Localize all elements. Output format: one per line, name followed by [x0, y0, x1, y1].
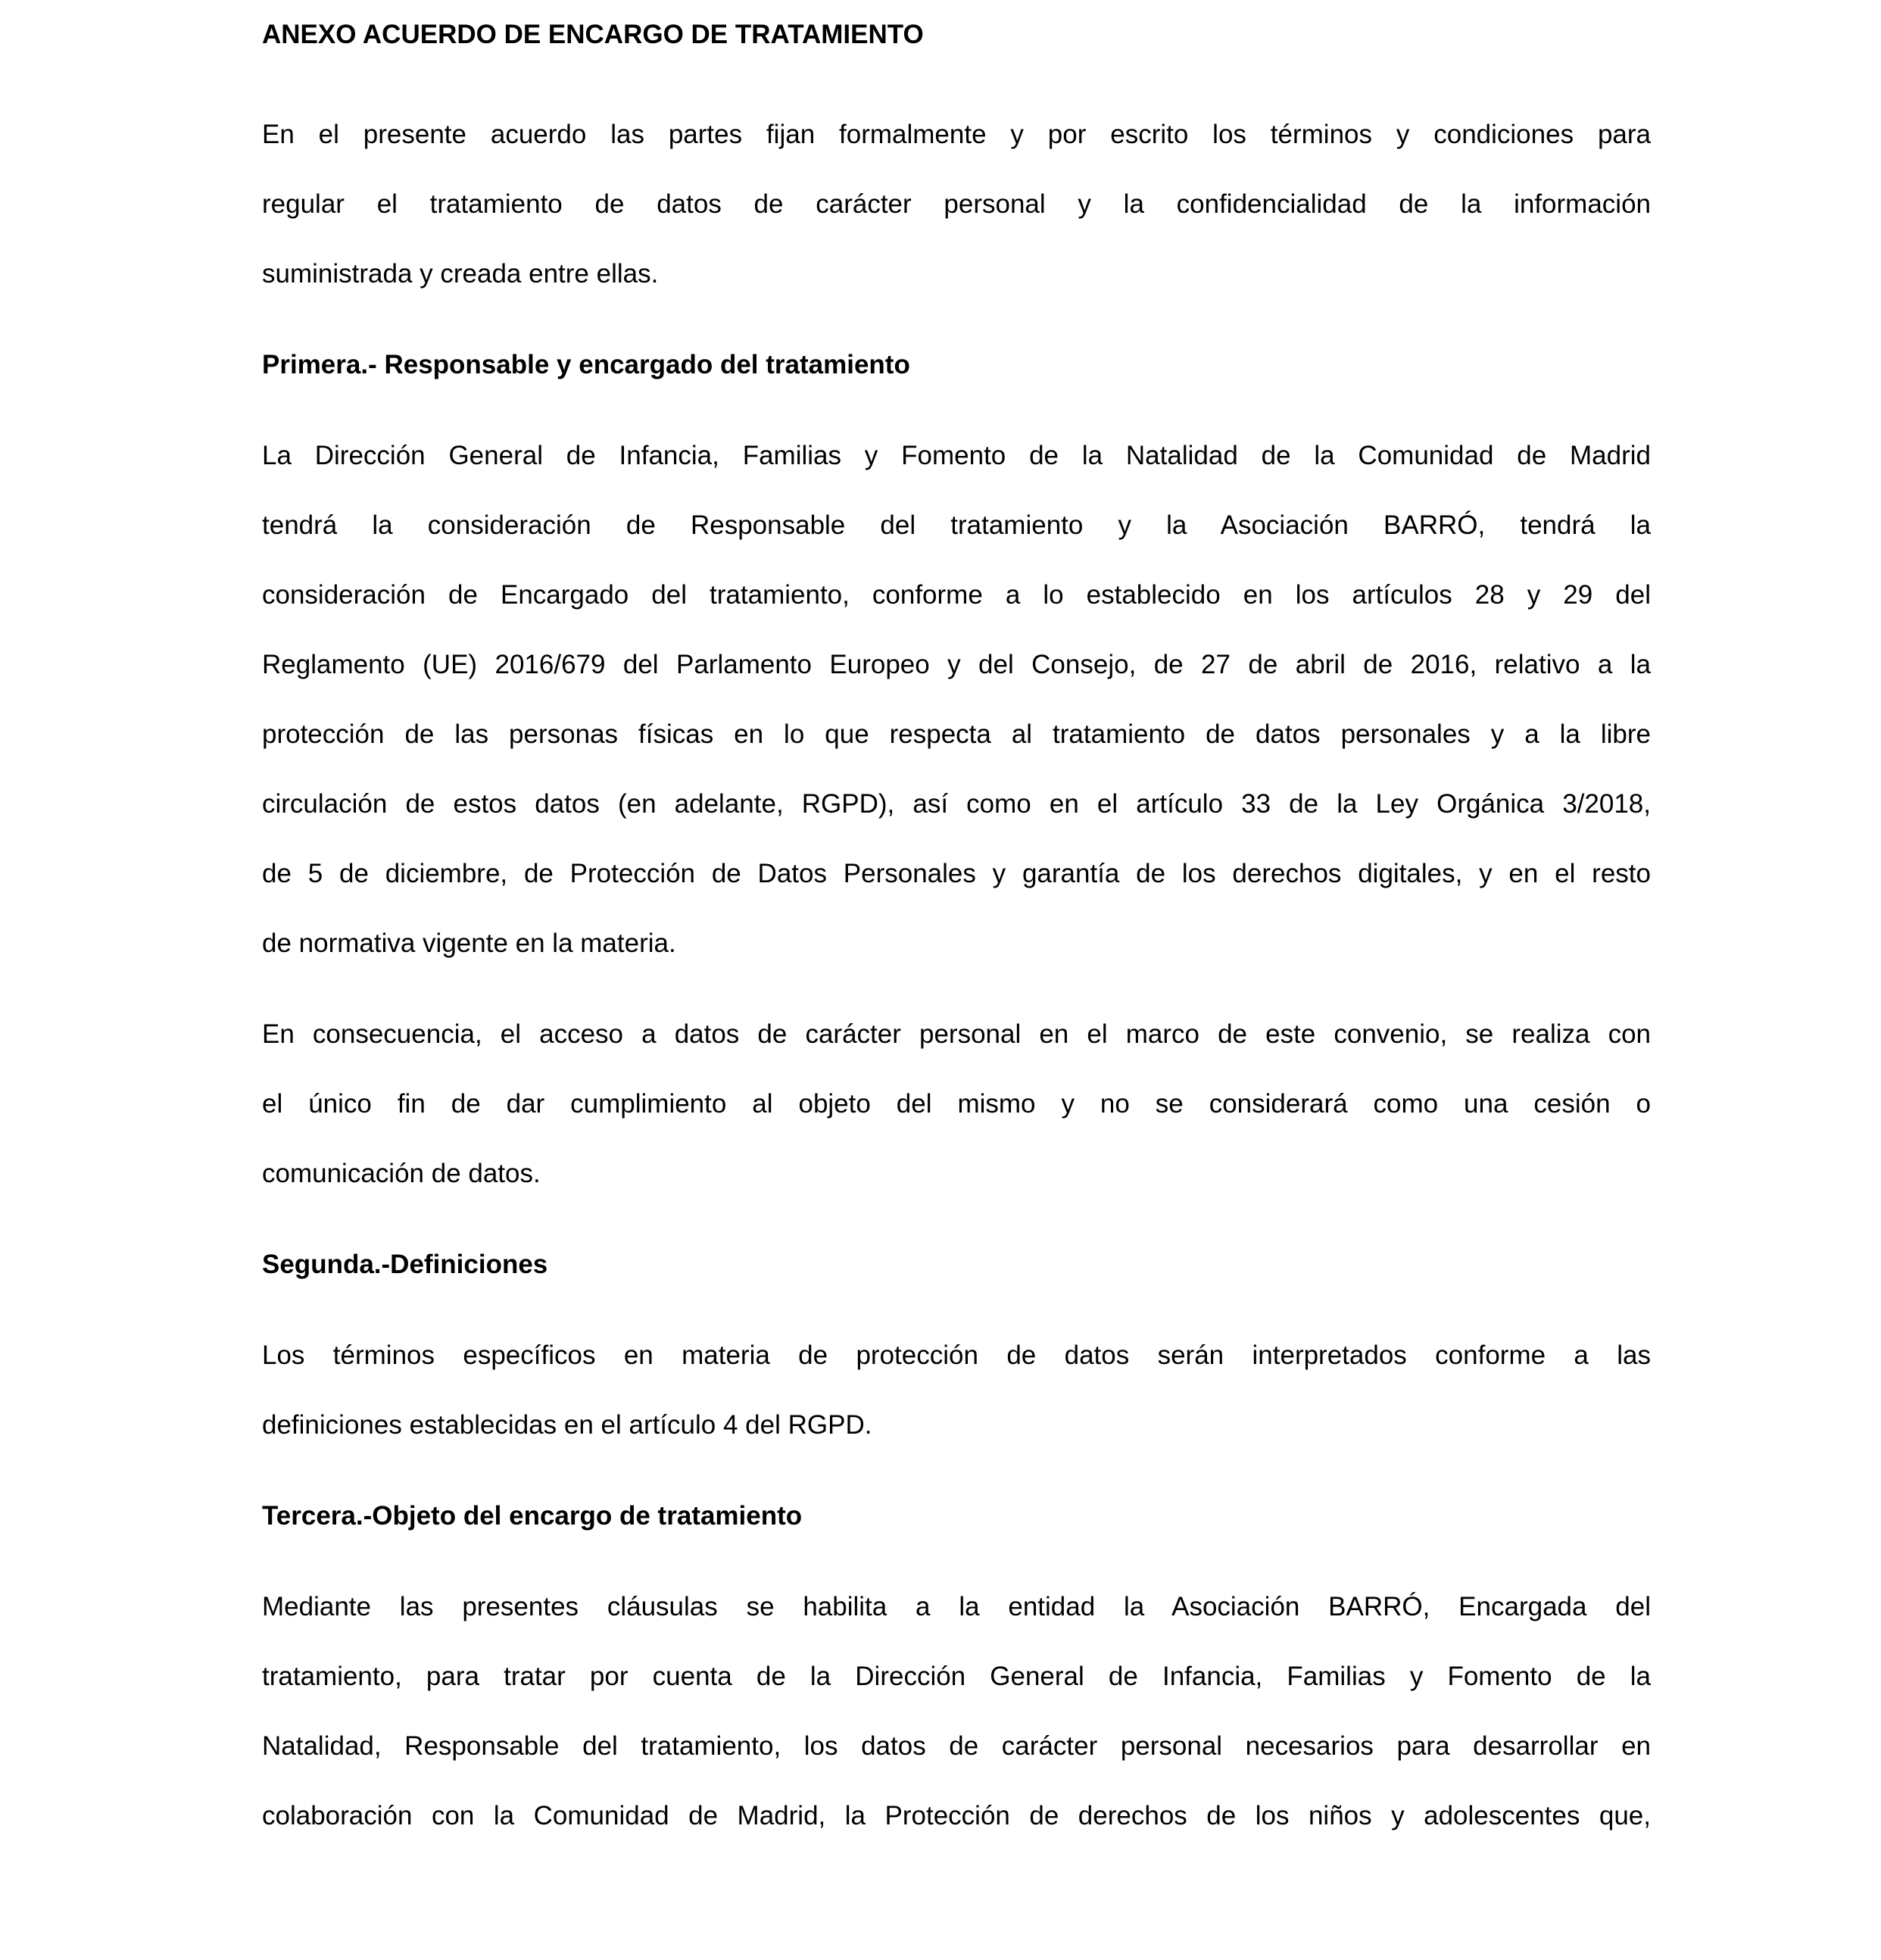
paragraph-line: definiciones establecidas en el artículo 4 del RGPD.: [262, 1410, 872, 1440]
paragraph-responsable: [262, 421, 1651, 978]
document-title: ANEXO ACUERDO DE ENCARGO DE TRATAMIENTO: [262, 20, 924, 49]
paragraph-line: de normativa vigente en la materia.: [262, 929, 676, 958]
paragraph-line: Mediante las presentes cláusulas se habilita a la entidad la Asociación BARRÓ, Encargada del: [262, 1592, 1651, 1621]
section-heading-primera: Primera.- Responsable y encargado del tratamiento: [262, 350, 910, 379]
paragraph-line: tratamiento, para tratar por cuenta de la Dirección General de Infancia, Familias y Fomento de la: [262, 1662, 1651, 1691]
paragraph-definiciones: [262, 1321, 1651, 1460]
paragraph-line: suministrada y creada entre ellas.: [262, 259, 659, 289]
paragraph-line: de 5 de diciembre, de Protección de Datos Personales y garantía de los derechos digitales, y en el resto: [262, 859, 1651, 888]
paragraph-line: colaboración con la Comunidad de Madrid, la Protección de derechos de los niños y adolescentes que,: [262, 1801, 1651, 1830]
paragraph-objeto: [262, 1572, 1651, 1851]
paragraph-line: protección de las personas físicas en lo que respecta al tratamiento de datos personales y a la libre: [262, 719, 1651, 749]
paragraph-line: tendrá la consideración de Responsable del tratamiento y la Asociación BARRÓ, tendrá la: [262, 510, 1651, 540]
paragraph-line: circulación de estos datos (en adelante, RGPD), así como en el artículo 33 de la Ley Orgánica 3/2018,: [262, 789, 1651, 819]
paragraph-line: el único fin de dar cumplimiento al objeto del mismo y no se considerará como una cesión o: [262, 1089, 1651, 1119]
paragraph-line: Natalidad, Responsable del tratamiento, los datos de carácter personal necesarios para desarrollar en: [262, 1731, 1651, 1761]
paragraph-line: En el presente acuerdo las partes fijan formalmente y por escrito los términos y condiciones para: [262, 120, 1651, 149]
intro-paragraph: [262, 100, 1651, 309]
section-heading-segunda: Segunda.-Definiciones: [262, 1250, 548, 1279]
paragraph-line: En consecuencia, el acceso a datos de carácter personal en el marco de este convenio, se realiza con: [262, 1019, 1651, 1049]
section-heading-tercera: Tercera.-Objeto del encargo de tratamiento: [262, 1501, 803, 1531]
paragraph-line: comunicación de datos.: [262, 1159, 541, 1188]
paragraph-line: La Dirección General de Infancia, Familias y Fomento de la Natalidad de la Comunidad de Madrid: [262, 441, 1651, 470]
paragraph-line: Reglamento (UE) 2016/679 del Parlamento Europeo y del Consejo, de 27 de abril de 2016, relativo a la: [262, 650, 1651, 679]
paragraph-line: regular el tratamiento de datos de carácter personal y la confidencialidad de la información: [262, 189, 1651, 219]
paragraph-line: Los términos específicos en materia de protección de datos serán interpretados conforme a las: [262, 1340, 1651, 1370]
paragraph-consecuencia: [262, 1000, 1651, 1209]
paragraph-line: consideración de Encargado del tratamiento, conforme a lo establecido en los artículos 28 y 29 del: [262, 580, 1651, 610]
